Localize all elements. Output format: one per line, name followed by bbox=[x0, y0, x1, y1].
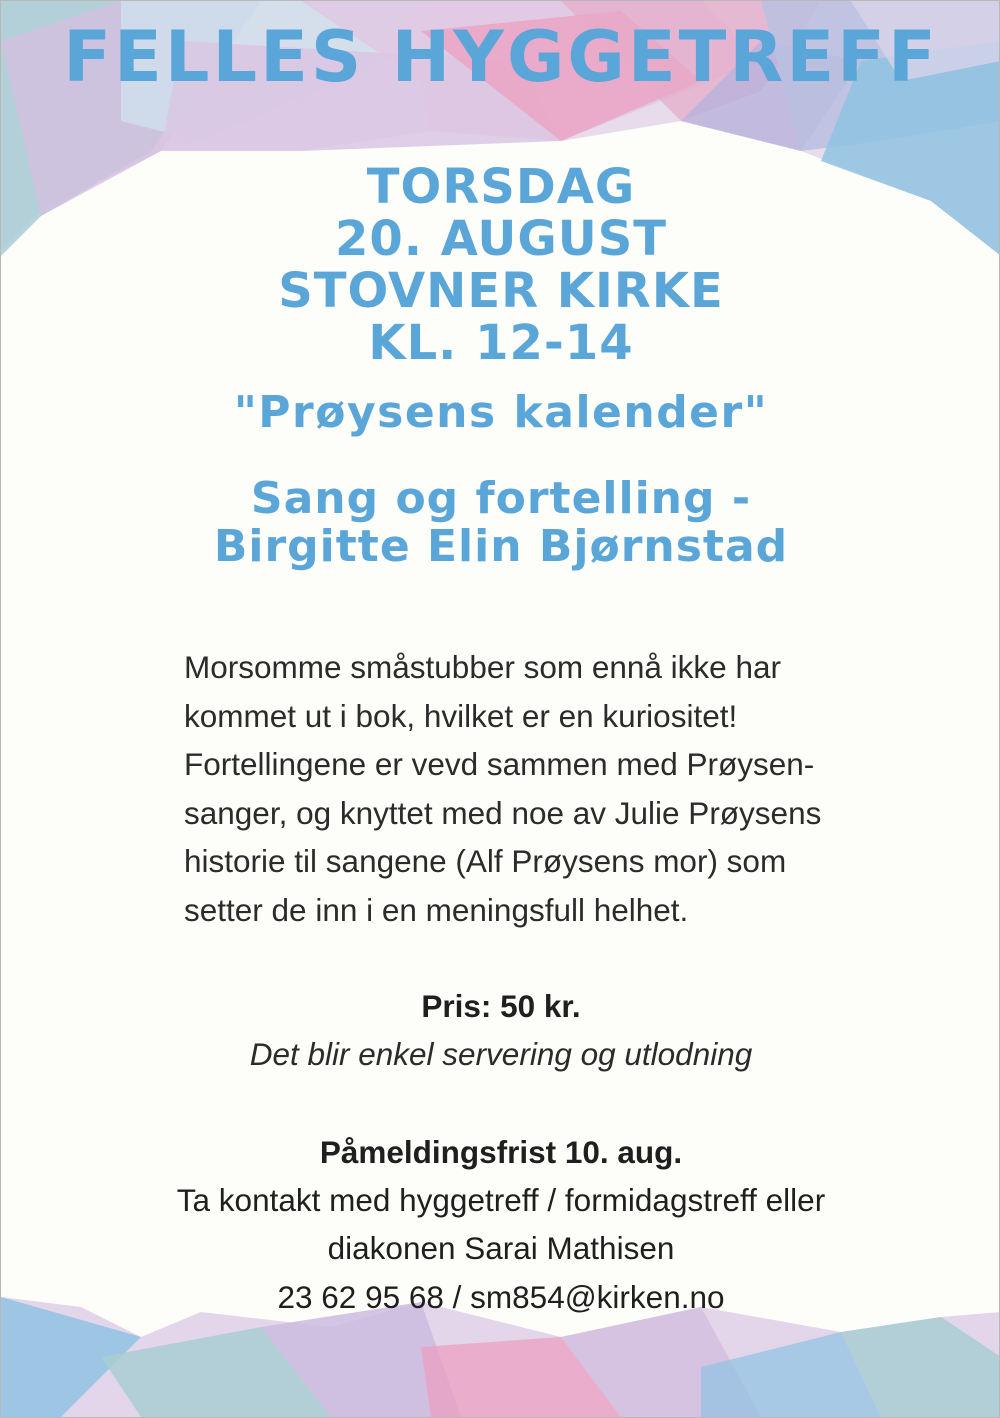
price-info: Pris: 50 kr. bbox=[421, 988, 581, 1024]
event-topic: "Prøysens kalender" bbox=[233, 387, 769, 438]
description-line: historie til sangene (Alf Prøysens mor) som bbox=[184, 843, 787, 879]
description-line: setter de inn i en meningsfull helhet. bbox=[184, 891, 689, 928]
event-day: TORSDAG bbox=[366, 159, 636, 215]
performer-line-1: Sang og fortelling - bbox=[250, 473, 752, 524]
registration-deadline: Påmeldingsfrist 10. aug. bbox=[319, 1134, 683, 1170]
event-date: 20. AUGUST bbox=[334, 211, 668, 267]
event-description bbox=[184, 643, 924, 934]
description-line: Morsomme småstubber som ennå ikke har bbox=[184, 649, 781, 685]
event-details bbox=[1, 161, 1000, 369]
performer-info bbox=[1, 475, 1000, 571]
description-line: kommet ut i bok, hvilket er en kuriositet! bbox=[184, 697, 738, 734]
description-line: sanger, og knyttet med noe av Julie Prøysens bbox=[184, 794, 822, 831]
event-location: STOVNER KIRKE bbox=[278, 263, 724, 319]
event-time: KL. 12-14 bbox=[368, 315, 634, 371]
contact-phone-email: 23 62 95 68 / sm854@kirken.no bbox=[277, 1279, 725, 1315]
contact-line-1: Ta kontakt med hyggetreff / formidagstreff eller bbox=[176, 1182, 826, 1218]
description-line: Fortellingene er vevd sammen med Prøysen- bbox=[184, 746, 815, 782]
performer-line-2: Birgitte Elin Bjørnstad bbox=[213, 521, 789, 572]
poster-title: FELLES HYGGETREFF bbox=[63, 16, 939, 98]
serving-note: Det blir enkel servering og utlodning bbox=[249, 1036, 753, 1072]
contact-line-2: diakonen Sarai Mathisen bbox=[327, 1230, 675, 1266]
